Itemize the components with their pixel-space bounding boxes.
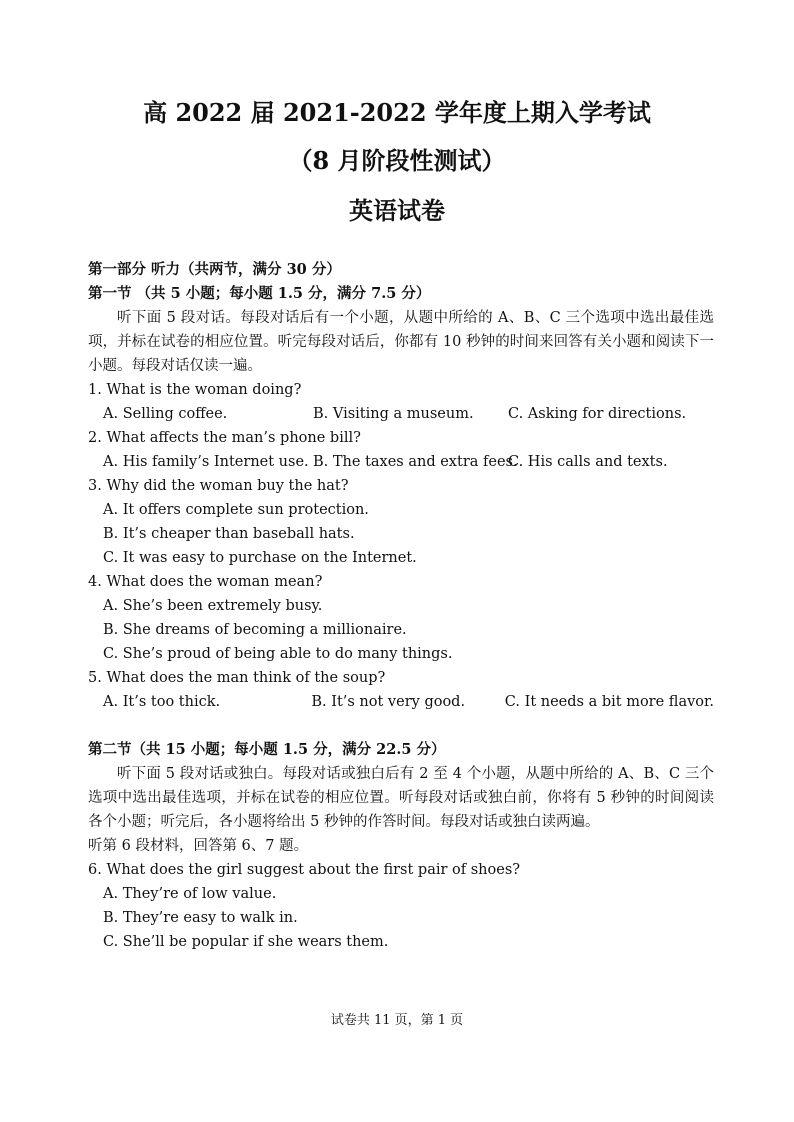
question-2-stem: 2. What affects the man’s phone bill? bbox=[88, 430, 361, 446]
option-a: A. His family’s Internet use. bbox=[103, 454, 309, 470]
option-c: C. Asking for directions. bbox=[508, 406, 687, 422]
question-6-stem: 6. What does the girl suggest about the first pair of shoes? bbox=[88, 862, 521, 878]
option-b: B. Visiting a museum. bbox=[313, 406, 474, 422]
option-b: B. It’s not very good. bbox=[311, 694, 466, 710]
option-c: C. She’ll be popular if she wears them. bbox=[103, 934, 389, 950]
question-5-options bbox=[88, 690, 714, 714]
option-a: A. She’s been extremely busy. bbox=[103, 598, 323, 614]
option-a: A. It offers complete sun protection. bbox=[103, 502, 369, 518]
question-4-stem: 4. What does the woman mean? bbox=[88, 574, 323, 590]
option-b: B. She dreams of becoming a millionaire. bbox=[103, 622, 407, 638]
question-5-stem: 5. What does the man think of the soup? bbox=[88, 670, 386, 686]
option-b: B. They’re easy to walk in. bbox=[103, 910, 298, 926]
section2-instructions: 听下面 5 段对话或独白。每段对话或独白后有 2 至 4 个小题，从题中所给的 A、B、C 三个选项中选出最佳选项，并标在试卷的相应位置。听每段对话或独白前，你将有 5 秒钟的时间阅读各个小题；听完后，各小题将给出 5 秒钟的作答时间。每段对话或独白读两遍。 bbox=[88, 766, 714, 830]
question-1-options bbox=[88, 402, 714, 426]
option-c: C. His calls and texts. bbox=[508, 454, 668, 470]
section1-instructions: 听下面 5 段对话。每段对话后有一个小题，从题中所给的 A、B、C 三个选项中选出最佳选项，并标在试卷的相应位置。听完每段对话后，你都有 10 秒钟的时间来回答有关小题和阅读下一小题。每段对话仅读一遍。 bbox=[88, 310, 714, 374]
option-b: B. It’s cheaper than baseball hats. bbox=[103, 526, 355, 542]
option-c: C. It needs a bit more flavor. bbox=[504, 694, 714, 710]
option-a: A. They’re of low value. bbox=[103, 886, 277, 902]
option-c: C. She’s proud of being able to do many things. bbox=[103, 646, 453, 662]
page-footer: 试卷共 11 页，第 1 页 bbox=[330, 1013, 464, 1028]
section-gap bbox=[88, 714, 714, 738]
question-2-options bbox=[88, 450, 714, 474]
section2-heading: 第二节（共 15 小题；每小题 1.5 分，满分 22.5 分） bbox=[88, 741, 446, 758]
exam-title: 高 2022 届 2021-2022 学年度上期入学考试 bbox=[143, 98, 651, 127]
option-a: A. Selling coffee. bbox=[103, 406, 228, 422]
option-b: B. The taxes and extra fees. bbox=[313, 454, 518, 470]
option-a: A. It’s too thick. bbox=[103, 694, 221, 710]
exam-subject: 英语试卷 bbox=[349, 196, 445, 225]
question-3-stem: 3. Why did the woman buy the hat? bbox=[88, 478, 349, 494]
material-note: 听第 6 段材料，回答第 6、7 题。 bbox=[88, 838, 309, 854]
part1-heading: 第一部分 听力（共两节，满分 30 分） bbox=[88, 261, 341, 278]
exam-content bbox=[88, 258, 714, 954]
exam-subtitle: （8 月阶段性测试） bbox=[288, 146, 506, 175]
section1-heading: 第一节 （共 5 小题；每小题 1.5 分，满分 7.5 分） bbox=[88, 285, 431, 302]
question-1-stem: 1. What is the woman doing? bbox=[88, 382, 302, 398]
option-c: C. It was easy to purchase on the Internet. bbox=[103, 550, 417, 566]
